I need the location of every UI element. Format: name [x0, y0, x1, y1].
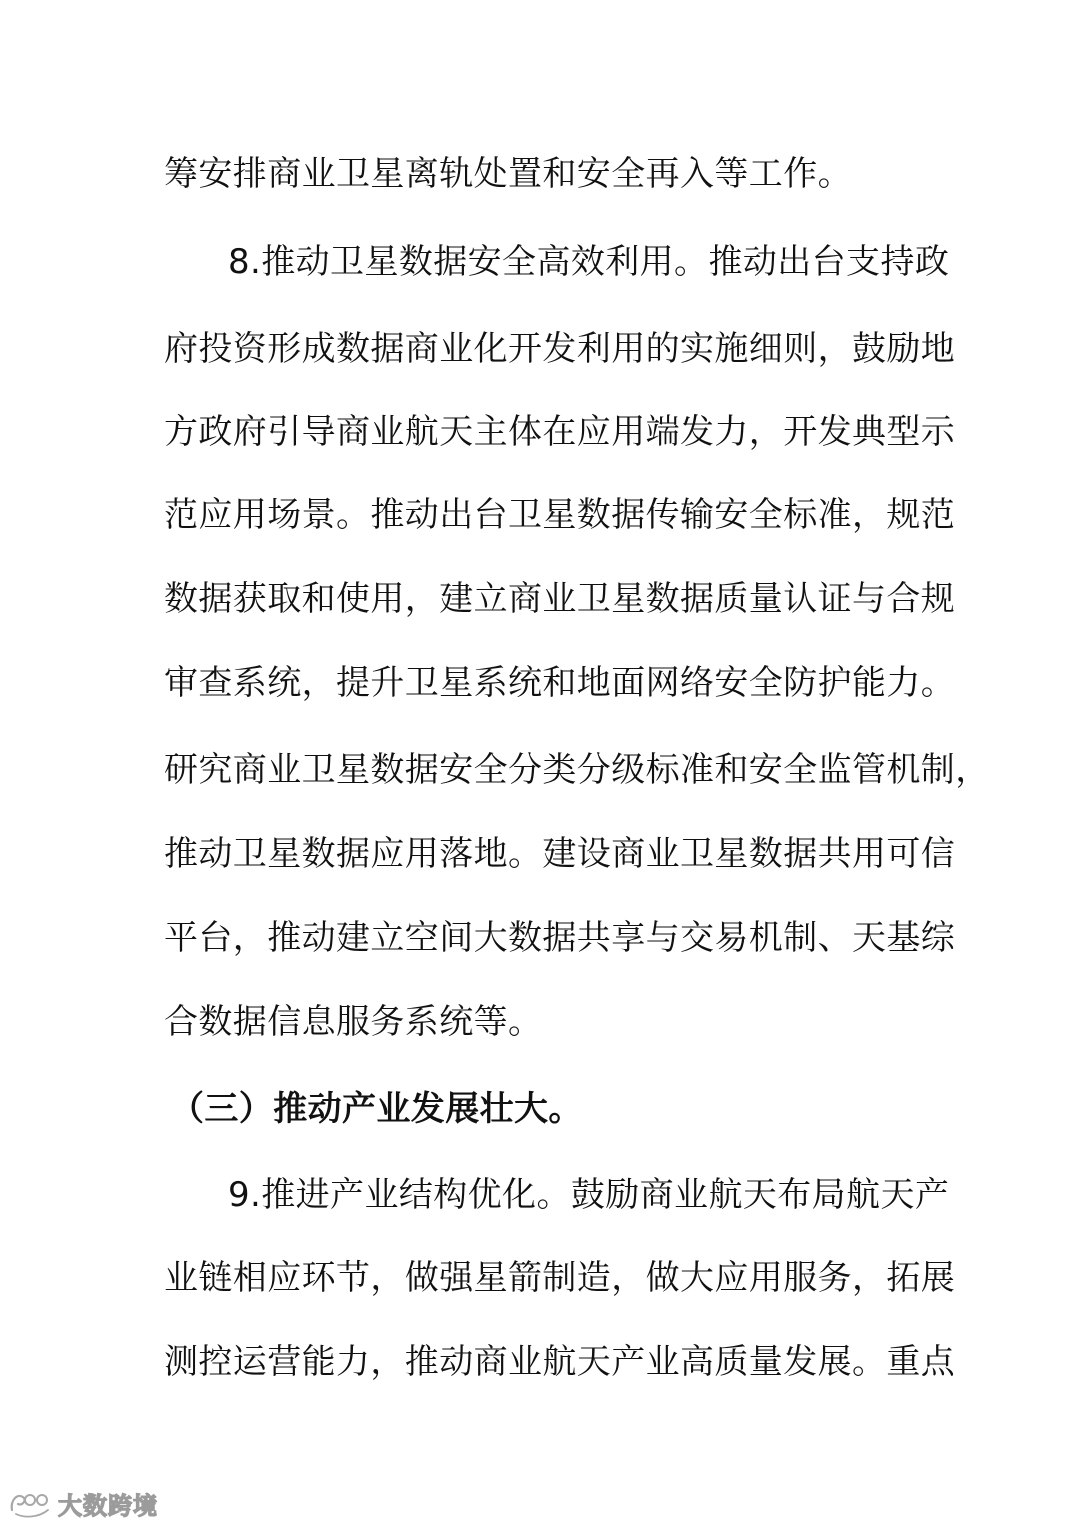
text-line-2: 8.推动卫星数据安全高效利用。推动出台支持政	[228, 242, 950, 282]
text-line-15: 测控运营能力，推动商业航天产业高质量发展。重点	[164, 1342, 956, 1382]
brand-logo-icon	[8, 1488, 52, 1518]
text-line-5: 范应用场景。推动出台卫星数据传输安全标准，规范	[164, 495, 956, 535]
text-line-4: 方政府引导商业航天主体在应用端发力，开发典型示	[164, 412, 956, 452]
text-line-14: 业链相应环节，做强星箭制造，做大应用服务，拓展	[164, 1258, 956, 1298]
section-heading: （三）推动产业发展壮大。	[170, 1089, 583, 1129]
text-line-3: 府投资形成数据商业化开发利用的实施细则，鼓励地	[164, 329, 956, 369]
text-line-9: 推动卫星数据应用落地。建设商业卫星数据共用可信	[164, 834, 956, 874]
text-line-8: 研究商业卫星数据安全分类分级标准和安全监管机制，	[164, 750, 990, 790]
text-line-1: 筹安排商业卫星离轨处置和安全再入等工作。	[164, 154, 852, 194]
text-line-13: 9.推进产业结构优化。鼓励商业航天布局航天产	[228, 1175, 950, 1215]
text-line-7: 审查系统，提升卫星系统和地面网络安全防护能力。	[164, 663, 956, 703]
text-line-11: 合数据信息服务系统等。	[164, 1002, 543, 1042]
text-line-10: 平台，推动建立空间大数据共享与交易机制、天基综	[164, 918, 956, 958]
text-line-6: 数据获取和使用，建立商业卫星数据质量认证与合规	[164, 579, 956, 619]
watermark	[8, 1486, 158, 1520]
watermark-text: 大数跨境	[58, 1491, 158, 1520]
